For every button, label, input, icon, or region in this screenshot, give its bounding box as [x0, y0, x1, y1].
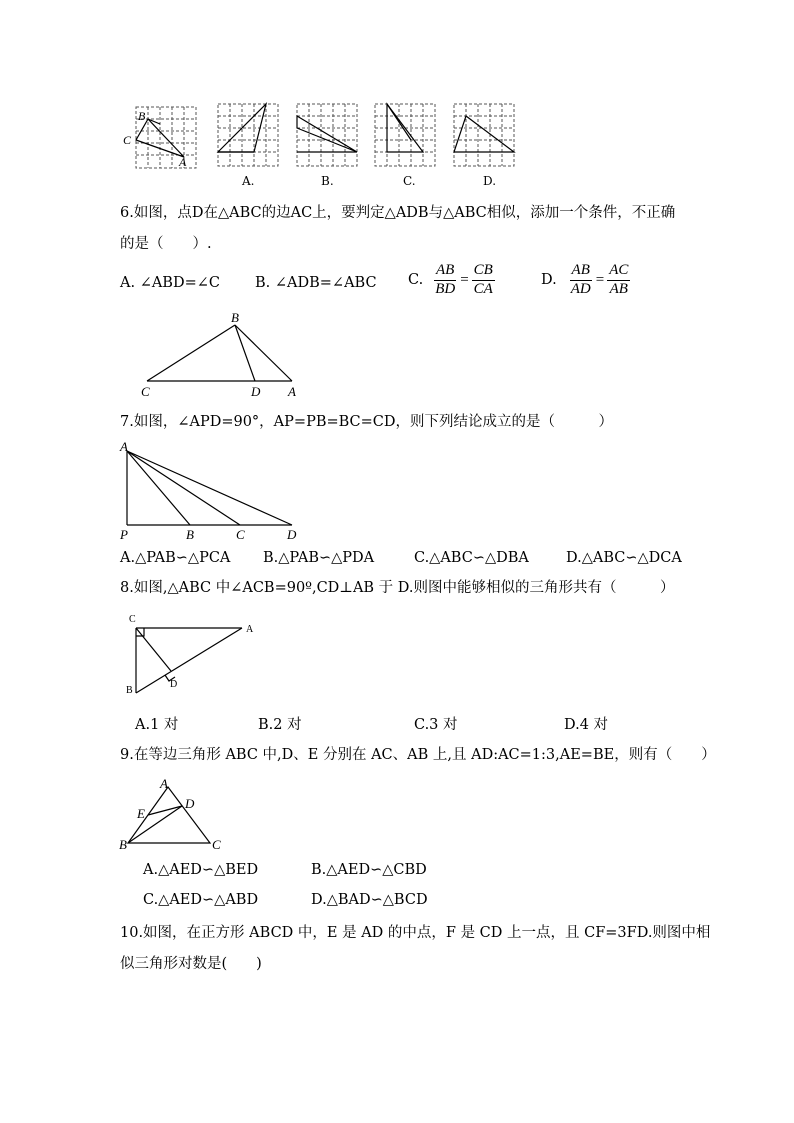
q8-label-d: D [170, 679, 178, 690]
q6-option-c-frac1-den: BD [435, 280, 456, 297]
q9-label-c: C [212, 837, 221, 852]
q8-stem: 8.如图,△ABC 中∠ACB=90º,CD⊥AB 于 D.则图中能够相似的三角形共有（ ） [120, 580, 675, 596]
q6-option-d-prefix: D. [541, 272, 557, 288]
q6-option-d-frac2-den: AB [609, 280, 628, 297]
q8-option-d: D.4 对 [564, 717, 609, 733]
q7-option-c: C.△ABC∽△DBA [414, 550, 529, 566]
q9-label-b: B [119, 837, 127, 852]
q6-option-b: B. ∠ADB=∠ABC [255, 275, 377, 291]
q9-option-a: A.△AED∽△BED [143, 862, 259, 878]
q7-label-a: A [120, 439, 128, 454]
q9-label-e: E [137, 806, 145, 821]
q9-option-b: B.△AED∽△CBD [311, 862, 427, 878]
q9-label-a: A [160, 776, 168, 791]
q8-option-a: A.1 对 [135, 717, 179, 733]
q9-option-c: C.△AED∽△ABD [143, 892, 259, 908]
q5-option-d: D. [483, 174, 497, 188]
q6-label-b: B [231, 310, 239, 325]
q6-option-c-frac1-num: AB [434, 263, 456, 281]
q5-option-b: B. [321, 174, 334, 188]
q6-option-c-prefix: C. [408, 272, 424, 288]
q8-label-b: B [126, 685, 133, 696]
q6-label-c: C [141, 384, 150, 399]
q6-stem-line1: 6.如图，点D在△ABC的边AC上，要判定△ADB与△ABC相似，添加一个条件，不正确 [120, 205, 676, 221]
q9-option-d: D.△BAD∽△BCD [311, 892, 428, 908]
q9-label-d: D [185, 796, 195, 811]
q7-option-b: B.△PAB∽△PDA [263, 550, 375, 566]
q6-label-d: D [251, 384, 261, 399]
q10-stem-line1: 10.如图，在正方形 ABCD 中，E 是 AD 的中点，F 是 CD 上一点，且 CF=3FD.则图中相 [120, 925, 711, 941]
q6-option-d-frac2-num: AC [607, 263, 630, 281]
q5-option-c: C. [403, 174, 416, 188]
q6-option-d-equals: = [595, 271, 605, 288]
q10-stem-line2: 似三角形对数是( ) [120, 956, 262, 972]
q6-option-c-frac2-num: CB [472, 263, 495, 281]
q9-stem: 9.在等边三角形 ABC 中,D、E 分别在 AC、AB 上,且 AD:AC=1:3,AE=BE，则有（ ） [120, 747, 716, 763]
q7-label-c: C [236, 527, 245, 542]
q6-option-c-equals: = [460, 271, 469, 288]
q6-label-a: A [288, 384, 296, 399]
q6-option-d-frac1-num: AB [570, 263, 592, 281]
q5-label-b: B [138, 109, 146, 123]
q7-label-p: P [120, 527, 128, 542]
q7-label-d: D [287, 527, 297, 542]
q5-label-a: A [179, 155, 187, 169]
q8-option-c: C.3 对 [414, 717, 458, 733]
q7-label-b: B [186, 527, 194, 542]
q7-stem: 7.如图，∠APD=90°，AP=PB=BC=CD，则下列结论成立的是（ ） [120, 414, 614, 430]
q5-label-c: C [123, 133, 132, 147]
q5-option-a: A. [242, 174, 255, 188]
q6-option-a: A. ∠ABD=∠C [120, 275, 220, 291]
q6-option-c-frac2-den: CA [473, 280, 493, 297]
q8-label-c: C [129, 614, 136, 625]
q6-stem-line2: 的是（ ）. [120, 236, 212, 252]
q8-label-a: A [246, 624, 254, 635]
q6-option-d-frac1-den: AD [570, 280, 591, 297]
q8-option-b: B.2 对 [258, 717, 302, 733]
q7-option-d: D.△ABC∽△DCA [566, 550, 682, 566]
q7-option-a: A.△PAB∽△PCA [120, 550, 231, 566]
